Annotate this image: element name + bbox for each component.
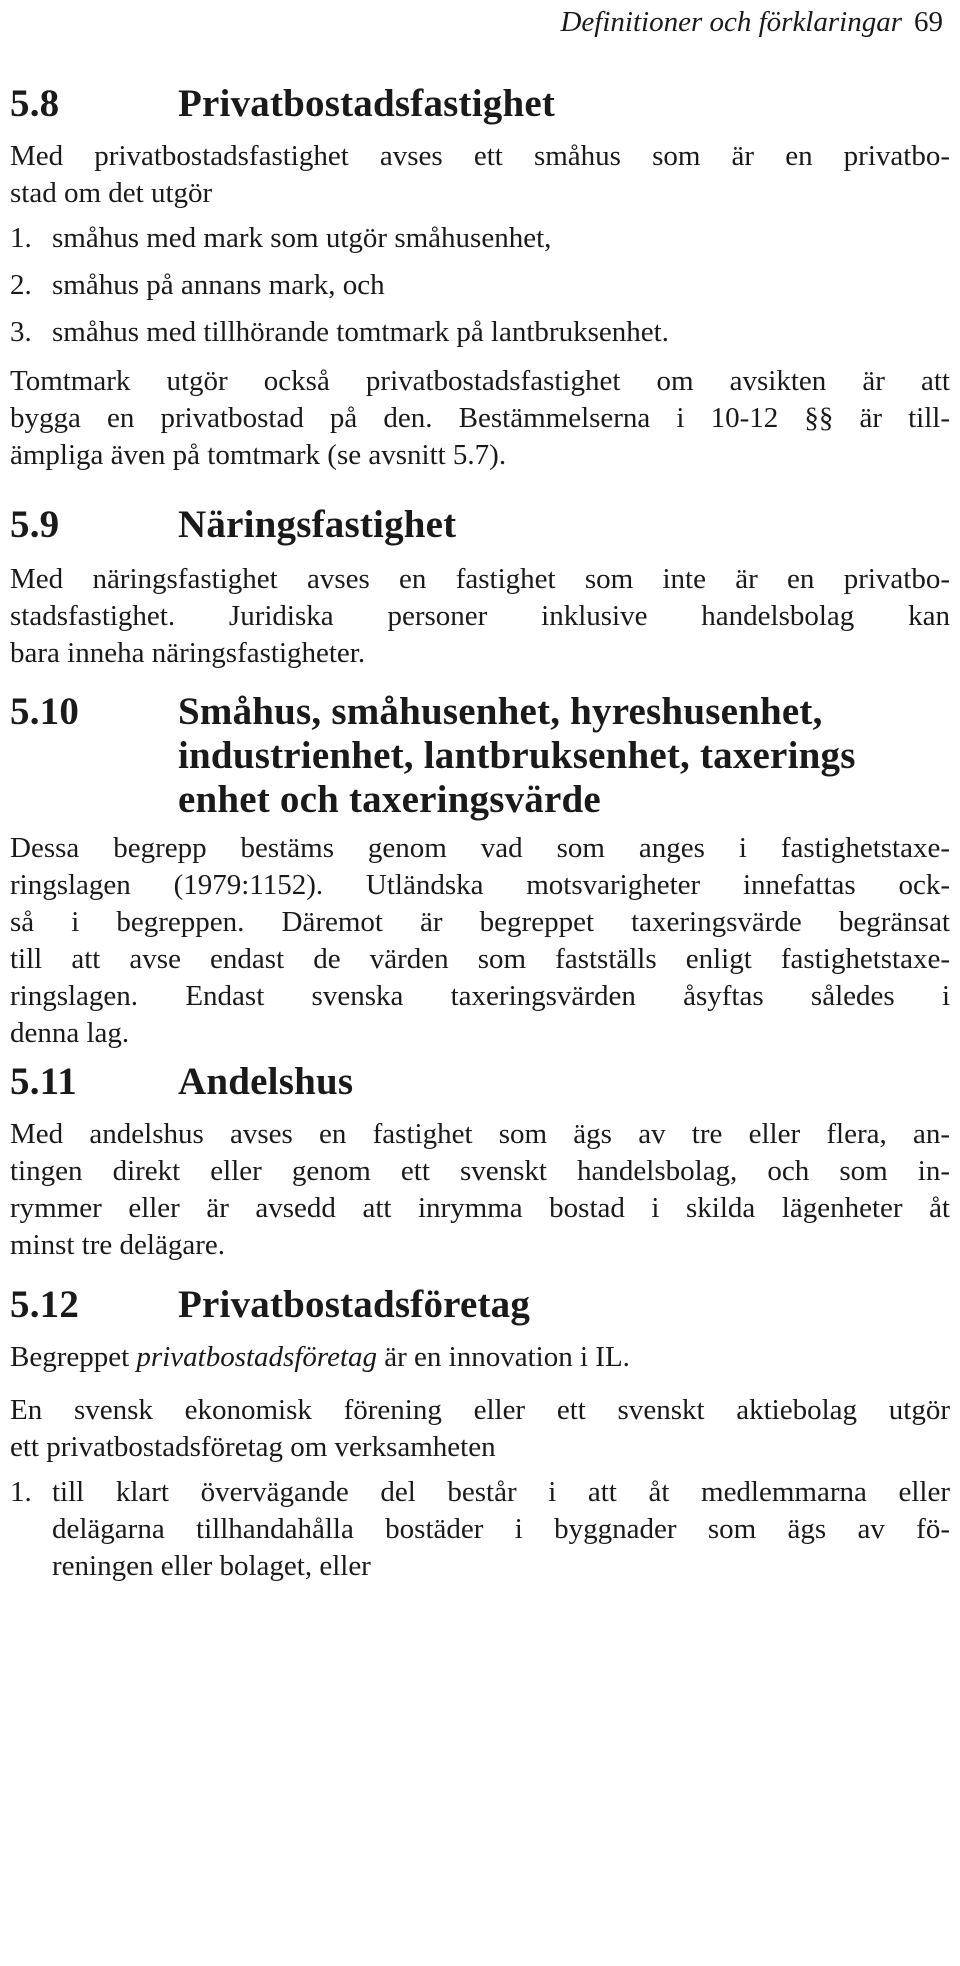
list-item	[10, 1474, 950, 1585]
list-text: småhus med mark som utgör småhusenhet,	[52, 222, 552, 254]
section-number: 5.8	[10, 82, 60, 125]
section-number: 5.9	[10, 503, 60, 546]
page-number: 69	[914, 6, 943, 38]
text-line: ringslagen. Endast svenska taxeringsvärden åsyftas således i	[10, 980, 950, 1012]
text-line: delägarna tillhandahålla bostäder i byggnader som ägs av fö-	[52, 1513, 950, 1545]
paragraph-5-12-definition	[10, 1392, 950, 1466]
text-line: denna lag.	[10, 1017, 130, 1049]
text-line: Tomtmark utgör också privatbostadsfastighet om avsikten är att	[10, 365, 950, 397]
text-run: Begreppet	[10, 1341, 137, 1373]
text-line: Med andelshus avses en fastighet som ägs av tre eller flera, an-	[10, 1118, 950, 1150]
section-title-line: enhet och taxeringsvärde	[178, 778, 601, 821]
paragraph-5-9	[10, 561, 950, 672]
list-text: småhus på annans mark, och	[52, 269, 385, 301]
text-line: rymmer eller är avsedd att inrymma bostad i skilda lägenheter åt	[10, 1192, 950, 1224]
section-number: 5.12	[10, 1283, 80, 1326]
section-number: 5.10	[10, 690, 80, 733]
text-line: En svensk ekonomisk förening eller ett svenskt aktiebolag utgör	[10, 1394, 950, 1426]
list-item	[10, 220, 950, 257]
list-number: 3.	[10, 316, 32, 348]
section-number: 5.11	[10, 1060, 77, 1103]
paragraph-5-11	[10, 1116, 950, 1264]
section-title-line: Småhus, småhusenhet, hyreshusenhet,	[178, 690, 823, 733]
section-title: Andelshus	[178, 1060, 354, 1103]
section-title: Näringsfastighet	[178, 503, 457, 546]
text-line: stadsfastighet. Juridiska personer inklusive handelsbolag kan	[10, 600, 950, 632]
paragraph-5-12-intro	[10, 1339, 950, 1376]
running-header	[560, 2, 943, 42]
paragraph-5-8-tomtmark	[10, 363, 950, 474]
text-line: bara inneha näringsfastigheter.	[10, 637, 366, 669]
list-number: 2.	[10, 269, 32, 301]
running-title: Definitioner och förklaringar	[560, 6, 902, 38]
text-line: Med näringsfastighet avses en fastighet som inte är en privatbo-	[10, 563, 950, 595]
text-line: till att avse endast de värden som fastställs enligt fastighetstaxe-	[10, 943, 950, 975]
text-line: ringslagen (1979:1152). Utländska motsvarigheter innefattas ock-	[10, 869, 950, 901]
list-number: 1.	[10, 1476, 32, 1508]
paragraph-5-10	[10, 830, 950, 1052]
text-line: ämpliga även på tomtmark (se avsnitt 5.7).	[10, 439, 507, 471]
text-line: Med privatbostadsfastighet avses ett småhus som är en privatbo-	[10, 140, 950, 172]
text-line: så i begreppen. Däremot är begreppet taxeringsvärde begränsat	[10, 906, 950, 938]
list-text	[52, 1474, 950, 1585]
section-title: Privatbostadsföretag	[178, 1283, 531, 1326]
text-line: tingen direkt eller genom ett svenskt handelsbolag, och som in-	[10, 1155, 950, 1187]
text-line: till klart övervägande del består i att åt medlemmarna eller	[52, 1476, 950, 1508]
text-line: stad om det utgör	[10, 177, 213, 209]
section-title: Privatbostadsfastighet	[178, 82, 556, 125]
list-item	[10, 314, 950, 351]
list-number: 1.	[10, 222, 32, 254]
text-line: ett privatbostadsföretag om verksamheten	[10, 1431, 496, 1463]
text-line: minst tre delägare.	[10, 1229, 225, 1261]
section-title-line: industrienhet, lantbruksenhet, taxerings	[178, 734, 856, 777]
text-line: Dessa begrepp bestäms genom vad som anges i fastighetstaxe-	[10, 832, 950, 864]
paragraph-5-8-intro	[10, 138, 950, 212]
text-line: bygga en privatbostad på den. Bestämmelserna i 10-12 §§ är till-	[10, 402, 950, 434]
text-run: är en innovation i IL.	[377, 1341, 630, 1373]
italic-term: privatbostadsföretag	[136, 1341, 378, 1373]
list-text: småhus med tillhörande tomtmark på lantbruksenhet.	[52, 316, 669, 348]
list-item	[10, 267, 950, 304]
text-line	[10, 1339, 950, 1376]
text-line: reningen eller bolaget, eller	[52, 1550, 371, 1582]
